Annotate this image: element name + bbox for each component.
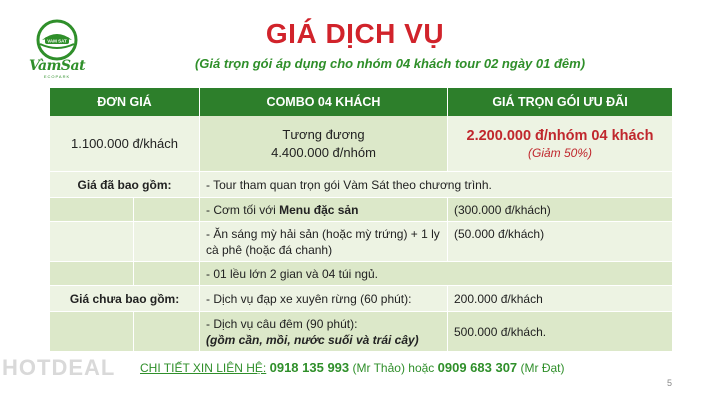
header-package-price: GIÁ TRỌN GÓI ƯU ĐÃI [492, 95, 628, 109]
empty-cell [134, 262, 200, 285]
contact-name-2: (Mr Đạt) [520, 361, 565, 375]
included-price: (50.000 đ/khách) [448, 222, 672, 261]
empty-cell [134, 222, 200, 261]
excluded-price: 500.000 đ/khách. [448, 312, 672, 351]
included-label: Giá đã bao gồm: [50, 172, 200, 197]
logo-word: VàmSat [28, 58, 86, 74]
page-subtitle: (Giá trọn gói áp dụng cho nhóm 04 khách tour 02 ngày 01 đêm) [194, 56, 586, 71]
contact-line [140, 360, 565, 375]
combo-cell [200, 116, 448, 171]
table-row [50, 262, 672, 286]
header-unit-price: ĐƠN GIÁ [50, 88, 200, 116]
empty-cell [50, 198, 134, 221]
table-row [50, 222, 672, 262]
logo-sub: ECOPARK [43, 74, 71, 79]
discount-note: (Giảm 50%) [527, 145, 592, 160]
price-row [50, 116, 672, 172]
logo-top-text: VAM SAT [47, 38, 67, 44]
empty-cell [134, 312, 200, 351]
price-table [50, 88, 672, 352]
empty-cell [50, 222, 134, 261]
excluded-label: Giá chưa bao gồm: [50, 286, 200, 311]
excluded-item: - Dịch vụ đạp xe xuyên rừng (60 phút): [200, 286, 448, 311]
excluded-item-note: (gồm cần, mồi, nước suối và trái cây) [206, 332, 419, 347]
table-row [50, 312, 672, 352]
empty-cell [134, 198, 200, 221]
table-row [50, 286, 672, 312]
included-item: - Ăn sáng mỳ hải sản (hoặc mỳ trứng) + 1 ly cà phê (hoặc đá chanh) [200, 222, 448, 261]
combo-line-1: Tương đương [282, 126, 365, 142]
excluded-price: 200.000 đ/khách [448, 286, 672, 311]
included-item: - 01 lều lớn 2 gian và 04 túi ngủ. [200, 262, 672, 285]
menu-special-text: Menu đặc sản [279, 202, 359, 217]
included-item [200, 198, 448, 221]
page-number: 5 [666, 378, 672, 388]
header-combo: COMBO 04 KHÁCH [200, 88, 448, 116]
package-price-cell [448, 116, 672, 171]
included-item: - Tour tham quan trọn gói Vàm Sát theo chương trình. [200, 172, 672, 197]
phone-2: 0909 683 307 [437, 360, 518, 375]
excluded-item-text: - Dịch vụ câu đêm (90 phút): [206, 316, 358, 331]
empty-cell [50, 312, 134, 351]
table-row [50, 172, 672, 198]
table-header-row [50, 88, 672, 116]
page-title: GIÁ DỊCH VỤ [265, 18, 445, 49]
contact-name-1: (Mr Thảo) hoặc [352, 361, 435, 375]
table-row [50, 198, 672, 222]
package-price: 2.200.000 đ/nhóm 04 khách [466, 127, 654, 144]
contact-label: CHI TIẾT XIN LIÊN HỆ: [140, 361, 267, 375]
empty-cell [50, 262, 134, 285]
phone-1: 0918 135 993 [269, 360, 350, 375]
included-item-text: - Cơm tối với [206, 202, 280, 217]
included-price: (300.000 đ/khách) [448, 198, 672, 221]
combo-line-2: 4.400.000 đ/nhóm [271, 144, 376, 160]
unit-price-cell: 1.100.000 đ/khách [50, 116, 200, 171]
hotdeal-watermark: HOTDEAL [2, 355, 116, 380]
excluded-item [200, 312, 448, 351]
